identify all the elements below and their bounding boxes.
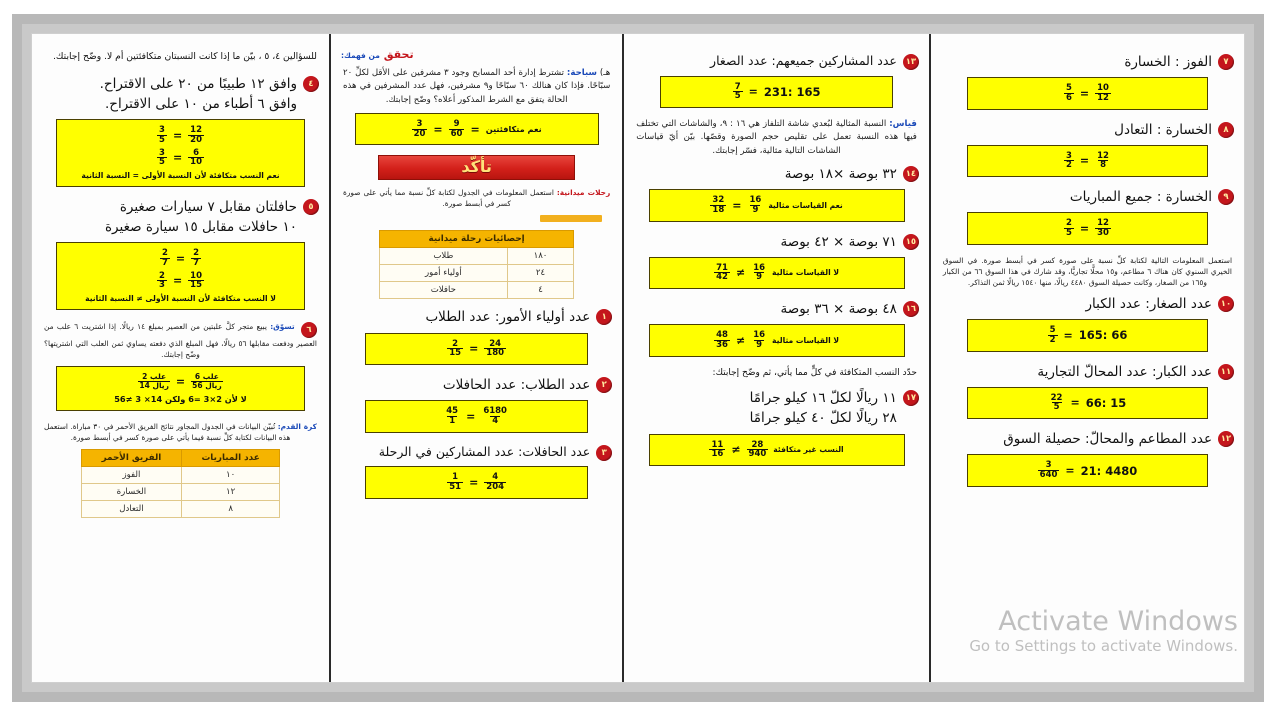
question-text: عدد الحافلات: عدد المشاركين في الرحلة [378, 443, 591, 459]
numerator: 6 علب [194, 372, 219, 382]
denominator: 60 [450, 128, 463, 139]
question-8 [941, 120, 1234, 140]
worksheet-page [31, 33, 1245, 683]
fraction-left [191, 249, 201, 267]
numerator: 2 [193, 248, 200, 259]
numerator: 48 [716, 330, 728, 341]
answer-box [649, 257, 905, 289]
fraction-right [1064, 84, 1074, 102]
question-number-badge: ٣ [596, 445, 612, 461]
cell-label: حافلات [379, 282, 507, 299]
shopping-keyword: تسوّق: [270, 322, 295, 332]
question-1 [341, 307, 612, 327]
cell-label: أولياء أمور [379, 265, 507, 282]
equation-row [733, 83, 821, 101]
cell-label: الفوز [81, 467, 181, 484]
fraction-left [484, 473, 506, 491]
operator: = [172, 128, 183, 142]
red-team-results-table [81, 449, 280, 518]
fraction-right [751, 331, 767, 349]
equivalent-ratios-instruction: حدّد النسب المتكافئة في كلٍّ مما يأتي، ثم وضّح إجابتك: [712, 367, 917, 378]
column-four [929, 34, 1244, 682]
fraction-right [1038, 461, 1060, 479]
table-row [379, 282, 573, 299]
check-understanding-title [341, 48, 606, 61]
operator: = [1079, 154, 1090, 168]
equation-row [1064, 152, 1111, 170]
fraction-right [447, 340, 463, 358]
fraction-right [747, 441, 769, 459]
answer-box [967, 212, 1207, 244]
answer-note: لا لأن 2×3 =6 ولكن 14× 3 ≠56 [114, 394, 247, 405]
question-number-badge: ٥ [303, 199, 319, 215]
operator: = [469, 342, 479, 356]
field-trips-keyword: رحلات ميدانية: [556, 188, 611, 198]
football-text: تُبيّن البيانات في الجدول المجاور نتائج الفريق الأحمر في ٣٠ مباراة. استعمل هذه البيانات لكتابة كلِّ نسبة فيما يأتي على صورة كسر في أبسط صورة. [44, 422, 291, 443]
numerator: 3 [1065, 150, 1072, 161]
question-line-1: وافق ١٢ طبيبًا من ٢٠ على الاقتراح. [99, 75, 297, 92]
operator: = [175, 252, 186, 266]
numerator: 2 [1065, 218, 1072, 229]
numerator: 16 [753, 330, 766, 341]
denominator: 12 [1097, 92, 1109, 103]
column-one [32, 34, 329, 682]
denominator: 6 [1065, 92, 1072, 103]
question-number-badge: ٦ [301, 322, 317, 338]
fraction-left [191, 373, 223, 390]
numerator: 1 [452, 472, 459, 483]
denominator: 8 [1100, 160, 1106, 171]
page-frame-inner [22, 24, 1254, 692]
answer-box [56, 242, 305, 310]
operator: = [466, 409, 476, 423]
equation-row [1049, 394, 1127, 412]
numerator: 3 [159, 147, 165, 158]
fraction-right [1049, 394, 1065, 412]
operator: ≠ [735, 266, 746, 280]
numerator: 32 [712, 195, 725, 206]
answer-box [365, 400, 587, 432]
numerator: 9 [453, 118, 460, 129]
fraction-right [1064, 152, 1074, 170]
ratio-value: 66: 15 [1085, 395, 1127, 410]
answer-box [649, 189, 905, 221]
answer-box [967, 77, 1207, 109]
question-line-1: حافلتان مقابل ٧ سيارات صغيرة [119, 198, 297, 215]
equation-row [714, 331, 839, 349]
equation-row [1064, 84, 1111, 102]
numerator: 5 [1049, 325, 1056, 336]
numerator: 12 [190, 125, 202, 136]
denominator: 20 [413, 128, 426, 139]
question-text: الخسارة : جميع المباريات [1069, 189, 1212, 206]
question-line-1: ١١ ريالًا لكلّ ١٦ كيلو جرامًا [749, 390, 897, 407]
question-line-2: ٢٨ ريالًا لكلّ ٤٠ كيلو جرامًا [749, 410, 897, 427]
question-text: عدد المطاعم والمحالّ: حصيلة السوق [1003, 431, 1212, 448]
denominator: 4 [492, 415, 499, 426]
equation-row [444, 407, 509, 425]
equation-row [714, 264, 839, 282]
answer-box [660, 76, 893, 108]
fraction-left [481, 407, 509, 425]
question-5 [42, 197, 319, 238]
watermark-line-1: Activate Windows [998, 606, 1238, 638]
column-one-intro: للسؤالين ٤، ٥ ، بيّن ما إذا كانت النسبتان متكافئتين أم لا. وضّح إجابتك. [53, 51, 317, 62]
fraction-left [714, 264, 730, 282]
operator: ≠ [731, 443, 741, 457]
question-number-badge: ١٠ [1218, 296, 1234, 312]
denominator: 2 [1065, 160, 1072, 171]
question-17 [634, 388, 919, 429]
fraction-right [1064, 219, 1074, 237]
measure-text: النسبة المثالية لبُعدي شاشة التلفاز هي ١٦ : ٩، والشاشات التي تختلف فيها هذه النسبة تعمل على تقليص حجم الصورة وقصّها. بيّن أيّ قياسات الشاشات التالية مثالية، فسّر إجابتك. [636, 119, 917, 156]
highlight-bar [540, 215, 602, 222]
item-label: هـ) [599, 68, 611, 78]
answer-box [649, 324, 905, 356]
fraction-right [1048, 326, 1058, 344]
table-header-row [81, 450, 279, 467]
cell-value: ١٨٠ [507, 248, 574, 265]
equation-row [157, 272, 204, 290]
question-text: الخسارة : التعادل [1114, 121, 1212, 138]
numerator: 12 [1097, 150, 1109, 161]
cell-label: الخسارة [81, 484, 181, 501]
cell-value: ٢٤ [507, 265, 574, 282]
table-title: إحصائيات رحلة ميدانية [379, 231, 573, 248]
equation-row [1064, 219, 1111, 237]
equation-row [1038, 461, 1138, 479]
denominator: 7 [193, 258, 200, 269]
fraction-right [412, 120, 428, 138]
denominator: 15 [190, 280, 202, 291]
fraction-left [709, 441, 725, 459]
numerator: 16 [753, 262, 766, 273]
operator: = [470, 122, 480, 136]
numerator: 28 [751, 439, 764, 450]
operator: = [1079, 222, 1090, 236]
answer-note: النسب غير متكافئة [773, 445, 844, 455]
question-10 [941, 294, 1234, 314]
numerator: 24 [489, 338, 502, 349]
denominator: 14 ريال [139, 381, 169, 391]
question-text: عدد الصغار: عدد الكبار [1085, 296, 1212, 313]
denominator: 15 [449, 348, 462, 359]
swimming-paragraph [343, 67, 610, 107]
answer-note: نعم النسب متكافئة لأن النسبة الأولى = النسبة الثانية [81, 170, 280, 180]
ratio-value: 21: 4480 [1080, 463, 1138, 478]
numerator: 4 [492, 472, 499, 483]
cell-value: ١٢ [182, 484, 280, 501]
answer-note: نعم متكافئتين [485, 124, 542, 135]
section-banner-confirm: تأكّد [378, 155, 575, 180]
operator: = [469, 476, 479, 489]
numerator: 2 علب [142, 372, 167, 382]
numerator: 11 [711, 439, 724, 450]
question-12 [941, 429, 1234, 449]
question-text: ٤٨ بوصة × ٣٦ بوصة [780, 301, 897, 318]
fraction-left [188, 149, 204, 167]
denominator: 42 [716, 272, 728, 283]
denominator: 9 [756, 272, 763, 283]
question-7 [941, 52, 1234, 72]
page-frame [12, 14, 1264, 702]
fraction-right [733, 83, 743, 101]
fraction-left [188, 272, 204, 290]
numerator: 6180 [483, 406, 507, 417]
fraction-left [188, 126, 204, 144]
denominator: 5 [159, 157, 165, 168]
denominator: 18 [712, 204, 725, 215]
denominator: 5 [1065, 228, 1072, 239]
equation-row [709, 441, 843, 459]
fraction-left [484, 340, 506, 358]
numerator: 2 [159, 270, 165, 281]
numerator: 10 [1097, 83, 1109, 94]
fraction-left [714, 331, 730, 349]
question-11 [941, 362, 1234, 382]
question-4 [42, 74, 319, 115]
denominator: 640 [1039, 470, 1058, 481]
column-three [622, 34, 929, 682]
answer-box [56, 119, 305, 187]
question-2 [341, 375, 612, 395]
numerator: 16 [749, 195, 762, 206]
operator: = [172, 151, 183, 165]
question-text: عدد الكبار: عدد المحالّ التجارية [1037, 363, 1212, 380]
fraction-right [747, 196, 763, 214]
cell-label: التعادل [81, 501, 181, 518]
question-16 [634, 299, 919, 319]
swimming-text: تشترط إدارة أحد المسابح وجود ٣ مشرفين على الأقل لكلِّ ٢٠ سبّاحًا. فإذا كان هنالك ٦٠ سبّاحًا و٩ مشرفين، فهل عدد المشرفين في هذه الحالة يتفق مع الشرط المذكور أعلاه؟ وضّح إجابتك. [342, 68, 611, 105]
answer-note: لا القياسات مثالية [772, 268, 840, 278]
operator: = [732, 198, 742, 212]
table-header-row [379, 231, 573, 248]
question-15 [634, 232, 919, 252]
numerator: 3 [1045, 460, 1052, 471]
denominator: 2 [1049, 334, 1056, 345]
equation-row [160, 249, 201, 267]
fraction-right [444, 407, 460, 425]
table-row [379, 248, 573, 265]
measure-keyword: قياس: [889, 119, 917, 130]
answer-box [967, 145, 1207, 177]
question-9 [941, 187, 1234, 207]
numerator: 2 [161, 248, 168, 259]
denominator: 56 ريال [192, 381, 222, 391]
operator: = [172, 274, 183, 288]
denominator: 20 [190, 134, 202, 145]
denominator: 180 [486, 348, 505, 359]
shopping-paragraph [44, 320, 317, 360]
shopping-text: يبيع متجر كلَّ علبتين من العصير بمبلغ ١٤ ريالًا. إذا اشتريت ٦ علب من العصير ودفعت مقابلها ٥٦ ريالًا، فهل المبلغ الذي دفعته يساوي ثمن العلب التي اشتريتها؟ وضّح إجابتك. [44, 322, 317, 360]
fraction-right [751, 264, 767, 282]
numerator: 45 [446, 406, 459, 417]
question-number-badge: ١٣ [903, 54, 919, 70]
question-text: عدد المشاركين جميعهم: عدد الصغار [710, 53, 897, 68]
question-text: عدد الطلاب: عدد الحافلات [442, 377, 591, 394]
question-3 [341, 443, 612, 462]
column-two [329, 34, 622, 682]
numerator: 71 [716, 262, 728, 273]
question-text: ٧١ بوصة × ٤٢ بوصة [780, 233, 897, 250]
numerator: 7 [734, 81, 741, 92]
cell-value: ٤ [507, 282, 574, 299]
table-row [81, 467, 279, 484]
numerator: 3 [159, 125, 165, 136]
fraction-right [138, 373, 170, 390]
question-13 [634, 52, 919, 71]
operator: = [1079, 86, 1090, 100]
equation-row [157, 149, 204, 167]
question-text: ٣٢ بوصة ×١٨ بوصة [784, 166, 897, 182]
operator: = [748, 85, 758, 99]
fraction-right [447, 473, 463, 491]
question-number-badge: ١١ [1218, 364, 1234, 380]
ratio-value: 165: 66 [1078, 328, 1128, 343]
question-14 [634, 164, 919, 184]
question-number-badge: ٧ [1218, 54, 1234, 70]
question-number-badge: ١٤ [903, 166, 919, 182]
field-trips-paragraph [343, 187, 610, 209]
denominator: 16 [711, 449, 724, 460]
answer-box [967, 454, 1207, 486]
answer-box [365, 466, 587, 498]
fraction-left [449, 120, 465, 138]
equation-row [447, 340, 506, 358]
operator: = [1065, 464, 1075, 478]
measure-paragraph [636, 118, 917, 158]
question-number-badge: ١٦ [903, 301, 919, 317]
equation-row [710, 196, 842, 214]
cell-value: ٨ [182, 501, 280, 518]
question-number-badge: ٨ [1218, 122, 1234, 138]
denominator: 51 [449, 482, 462, 492]
fraction-right [160, 249, 170, 267]
answer-box [56, 366, 305, 411]
denominator: 10 [190, 157, 202, 168]
table-row [379, 265, 573, 282]
numerator: 12 [1097, 218, 1109, 229]
numerator: 3 [416, 118, 423, 129]
operator: ≠ [735, 334, 746, 348]
question-line-2: وافق ٦ أطباء من ١٠ على الاقتراح. [104, 96, 297, 113]
ratio-value: 231: 165 [763, 84, 821, 99]
fraction-left [1095, 84, 1111, 102]
table-row [81, 501, 279, 518]
denominator: 9 [752, 204, 759, 215]
question-number-badge: ١ [596, 309, 612, 325]
operator: = [1063, 328, 1073, 342]
answer-box [967, 387, 1207, 419]
equation-row [412, 120, 542, 138]
denominator: 30 [1097, 228, 1109, 239]
answer-note: لا النسب متكافئة لأن النسبة الأولى ≠ النسبة الثانية [85, 294, 276, 304]
question-text: عدد أولياء الأمور: عدد الطلاب [425, 309, 591, 326]
fraction-left [710, 196, 726, 214]
question-number-badge: ١٢ [1218, 431, 1234, 447]
table-row [81, 484, 279, 501]
denominator: 9 [756, 340, 763, 351]
question-number-badge: ٤ [303, 76, 319, 92]
fraction-right [157, 126, 167, 144]
question-number-badge: ٢ [596, 377, 612, 393]
operator: = [1070, 396, 1080, 410]
denominator: 7 [161, 258, 168, 269]
answer-box [967, 319, 1207, 351]
answer-box [365, 333, 587, 365]
operator: = [175, 375, 186, 389]
check-title-text: تحقق [383, 48, 414, 61]
football-keyword: كرة القدم: [277, 422, 317, 432]
answer-note: لا القياسات مثالية [772, 336, 840, 346]
numerator: 22 [1050, 392, 1063, 403]
question-number-badge: ٩ [1218, 189, 1234, 205]
field-trip-stats-table [379, 230, 574, 299]
answer-note: نعم القياسات مثالية [768, 200, 843, 210]
fraction-right [157, 149, 167, 167]
answer-box [355, 113, 599, 145]
football-paragraph [44, 421, 317, 443]
equation-row [1048, 326, 1128, 344]
question-text [634, 388, 897, 429]
denominator: 5 [159, 134, 165, 145]
denominator: 5 [1053, 402, 1060, 413]
question-text: الفوز : الخسارة [1124, 54, 1212, 70]
question-text [42, 197, 297, 238]
answer-box [649, 434, 905, 466]
question-number-badge: ١٥ [903, 234, 919, 250]
denominator: 36 [716, 340, 728, 351]
watermark-line-2: Go to Settings to activate Windows. [969, 637, 1238, 656]
equation-row [138, 373, 222, 390]
check-title-subtext: من فهمك: [340, 51, 380, 60]
equation-row [157, 126, 204, 144]
cell-value: ١٠ [182, 467, 280, 484]
denominator: 1 [449, 415, 456, 426]
numerator: 10 [190, 270, 202, 281]
fraction-left [1095, 219, 1111, 237]
cell-label: طلاب [379, 248, 507, 265]
numerator: 6 [193, 147, 200, 158]
fraction-left [1095, 152, 1111, 170]
field-trips-text: استعمل المعلومات في الجدول لكتابة كلِّ نسبة مما يأتي على صورة كسر في أبسط صورة. [342, 188, 554, 209]
question-number-badge: ١٧ [903, 390, 919, 406]
denominator: 204 [486, 482, 505, 492]
equation-row [447, 473, 506, 491]
column-header-matches: عدد المباريات [182, 450, 280, 467]
numerator: 5 [1065, 83, 1072, 94]
swimming-keyword: سباحة: [566, 68, 597, 78]
operator: = [433, 122, 443, 136]
market-info-paragraph: استعمل المعلومات التالية لكتابة كلِّ نسبة على صورة كسر في أبسط صورة. في السوق الخيري السنوي كان هناك ٦ مطاعم، و١٥ محلًّا تجاريًّا، وقد شارك في هذا السوق ٦٦ من الكبار و١٦٥ من الصغار، وكانت حصيلة السوق ٤٤٨٠ ريالًا، منها ١٥٤٠ ريالًا ثمن التذاكر. [942, 255, 1232, 287]
column-header-team: الفريق الأحمر [81, 450, 181, 467]
denominator: 5 [734, 91, 741, 102]
fraction-right [157, 272, 167, 290]
denominator: 940 [748, 449, 767, 460]
question-text [42, 74, 297, 115]
denominator: 3 [159, 280, 165, 291]
question-line-2: ١٠ حافلات مقابل ١٥ سيارة صغيرة [104, 219, 297, 236]
numerator: 2 [452, 338, 459, 349]
